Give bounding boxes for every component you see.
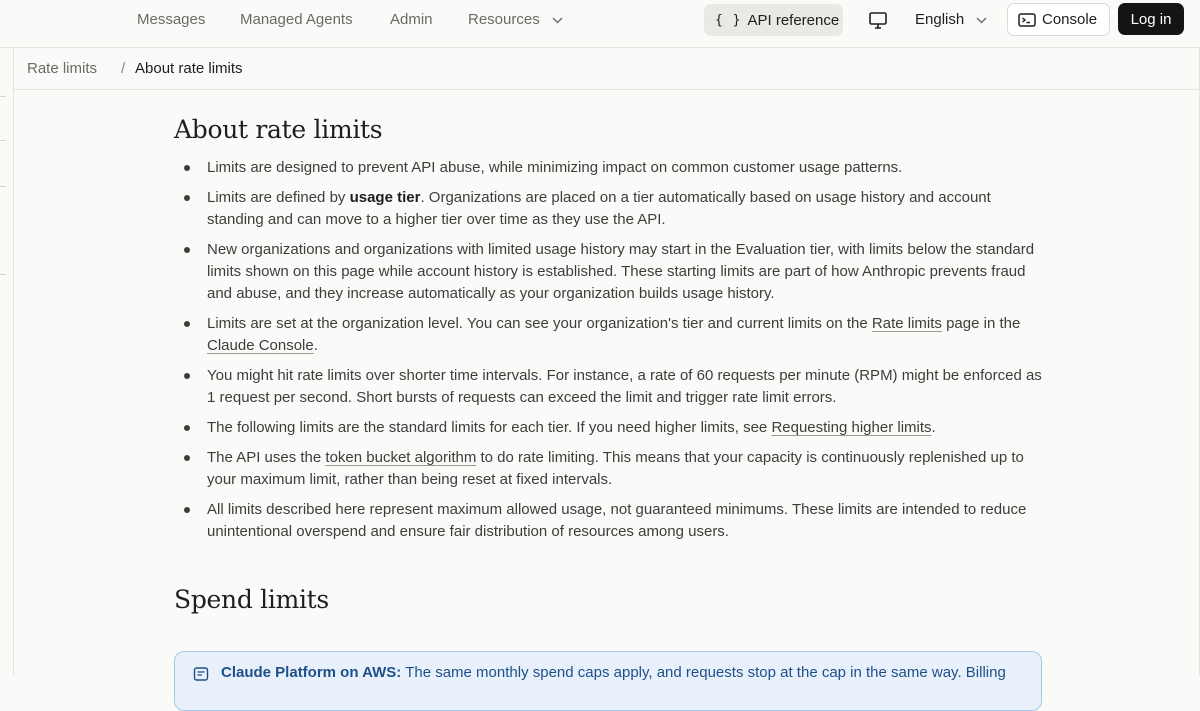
nav-resources-label: Resources xyxy=(468,11,540,28)
list-item-text: The following limits are the standard limits for each tier. If you need higher limits, see xyxy=(207,419,772,436)
rate-limits-link[interactable]: Rate limits xyxy=(871,315,942,332)
list-item-text: . xyxy=(313,337,318,354)
list-item xyxy=(207,499,1047,543)
claude-console-link[interactable]: Claude Console xyxy=(207,337,314,354)
console-button[interactable] xyxy=(1007,3,1110,36)
rail-divider xyxy=(0,96,6,97)
list-item xyxy=(207,313,1047,357)
list-item-text: . xyxy=(931,419,936,436)
list-item-text: Limits are designed to prevent API abuse, while minimizing impact on common customer usage patterns. xyxy=(207,159,903,176)
monitor-icon xyxy=(866,8,890,32)
list-item-text: . Organizations are placed on a tier automatically based on usage history and account standing and can move to a higher tier over time as they use the API. xyxy=(207,189,991,228)
code-braces-icon: { } xyxy=(715,12,742,28)
list-item-text: New organizations and organizations with limited usage history may start in the Evaluation tier, with limits below the standard limits shown on this page while account history is established. These starting limits are part of how Anthropic prevents fraud and abuse, and they increase automatically as your organization builds usage history. xyxy=(207,241,1035,302)
console-label: Console xyxy=(1042,11,1098,28)
api-reference-label: API reference xyxy=(747,11,840,29)
list-item-text: page in the xyxy=(941,315,1021,332)
list-item-text: The API uses the xyxy=(207,449,326,466)
breadcrumb-parent-link[interactable]: Rate limits xyxy=(27,60,98,77)
list-item xyxy=(207,157,1047,179)
list-item-text: Limits are defined by xyxy=(207,189,350,206)
language-label: English xyxy=(915,11,965,28)
usage-tier-term: usage tier xyxy=(349,189,421,206)
info-callout xyxy=(174,651,1042,711)
sidebar-rail xyxy=(0,48,14,675)
list-item-text: All limits described here represent maximum allowed usage, not guaranteed minimums. These limits are intended to reduce unintentional overspend and ensure fair distribution of resources among users. xyxy=(207,501,1027,540)
list-item xyxy=(207,365,1047,409)
nav-managed-agents[interactable]: Managed Agents xyxy=(240,11,353,28)
section-heading-spend-limits: Spend limits xyxy=(174,585,329,614)
token-bucket-algorithm-link[interactable]: token bucket algorithm xyxy=(325,449,477,466)
list-item-text: You might hit rate limits over shorter time intervals. For instance, a rate of 60 requests per minute (RPM) might be enforced as 1 request per second. Short bursts of requests can exceed the limit and trigger rate limit errors. xyxy=(207,367,1042,406)
requesting-higher-limits-link[interactable]: Requesting higher limits xyxy=(771,419,932,436)
rail-divider xyxy=(0,274,6,275)
info-note-icon xyxy=(193,666,209,682)
list-item-text: to do rate limiting. This means that your capacity is continuously replenished up to your maximum limit, rather than being reset at fixed intervals. xyxy=(207,449,1024,488)
section-heading-about: About rate limits xyxy=(174,115,383,144)
chevron-down-icon xyxy=(552,17,563,24)
chevron-down-icon xyxy=(976,17,987,24)
list-item xyxy=(207,187,1047,231)
nav-admin[interactable]: Admin xyxy=(390,11,433,28)
list-item xyxy=(207,447,1047,491)
top-navigation xyxy=(0,0,1200,48)
breadcrumb-separator: / xyxy=(121,60,126,77)
login-button[interactable]: Log in xyxy=(1118,3,1184,35)
breadcrumb xyxy=(14,48,1199,90)
callout-text: The same monthly spend caps apply, and requests stop at the cap in the same way. Billing xyxy=(401,664,1006,681)
breadcrumb-current: About rate limits xyxy=(135,60,243,77)
rate-limit-notes-list xyxy=(207,157,1047,551)
rail-divider xyxy=(0,140,6,141)
rail-divider xyxy=(0,186,6,187)
theme-toggle-button[interactable] xyxy=(866,8,890,32)
callout-title: Claude Platform on AWS: xyxy=(221,664,402,681)
nav-resources[interactable] xyxy=(468,11,563,28)
api-reference-button[interactable] xyxy=(704,4,843,36)
language-selector[interactable] xyxy=(915,11,987,28)
nav-messages[interactable]: Messages xyxy=(137,11,206,28)
list-item xyxy=(207,417,1047,439)
terminal-icon xyxy=(1018,12,1036,28)
list-item-text: Limits are set at the organization level. You can see your organization's tier and current limits on the xyxy=(207,315,872,332)
list-item xyxy=(207,239,1047,305)
